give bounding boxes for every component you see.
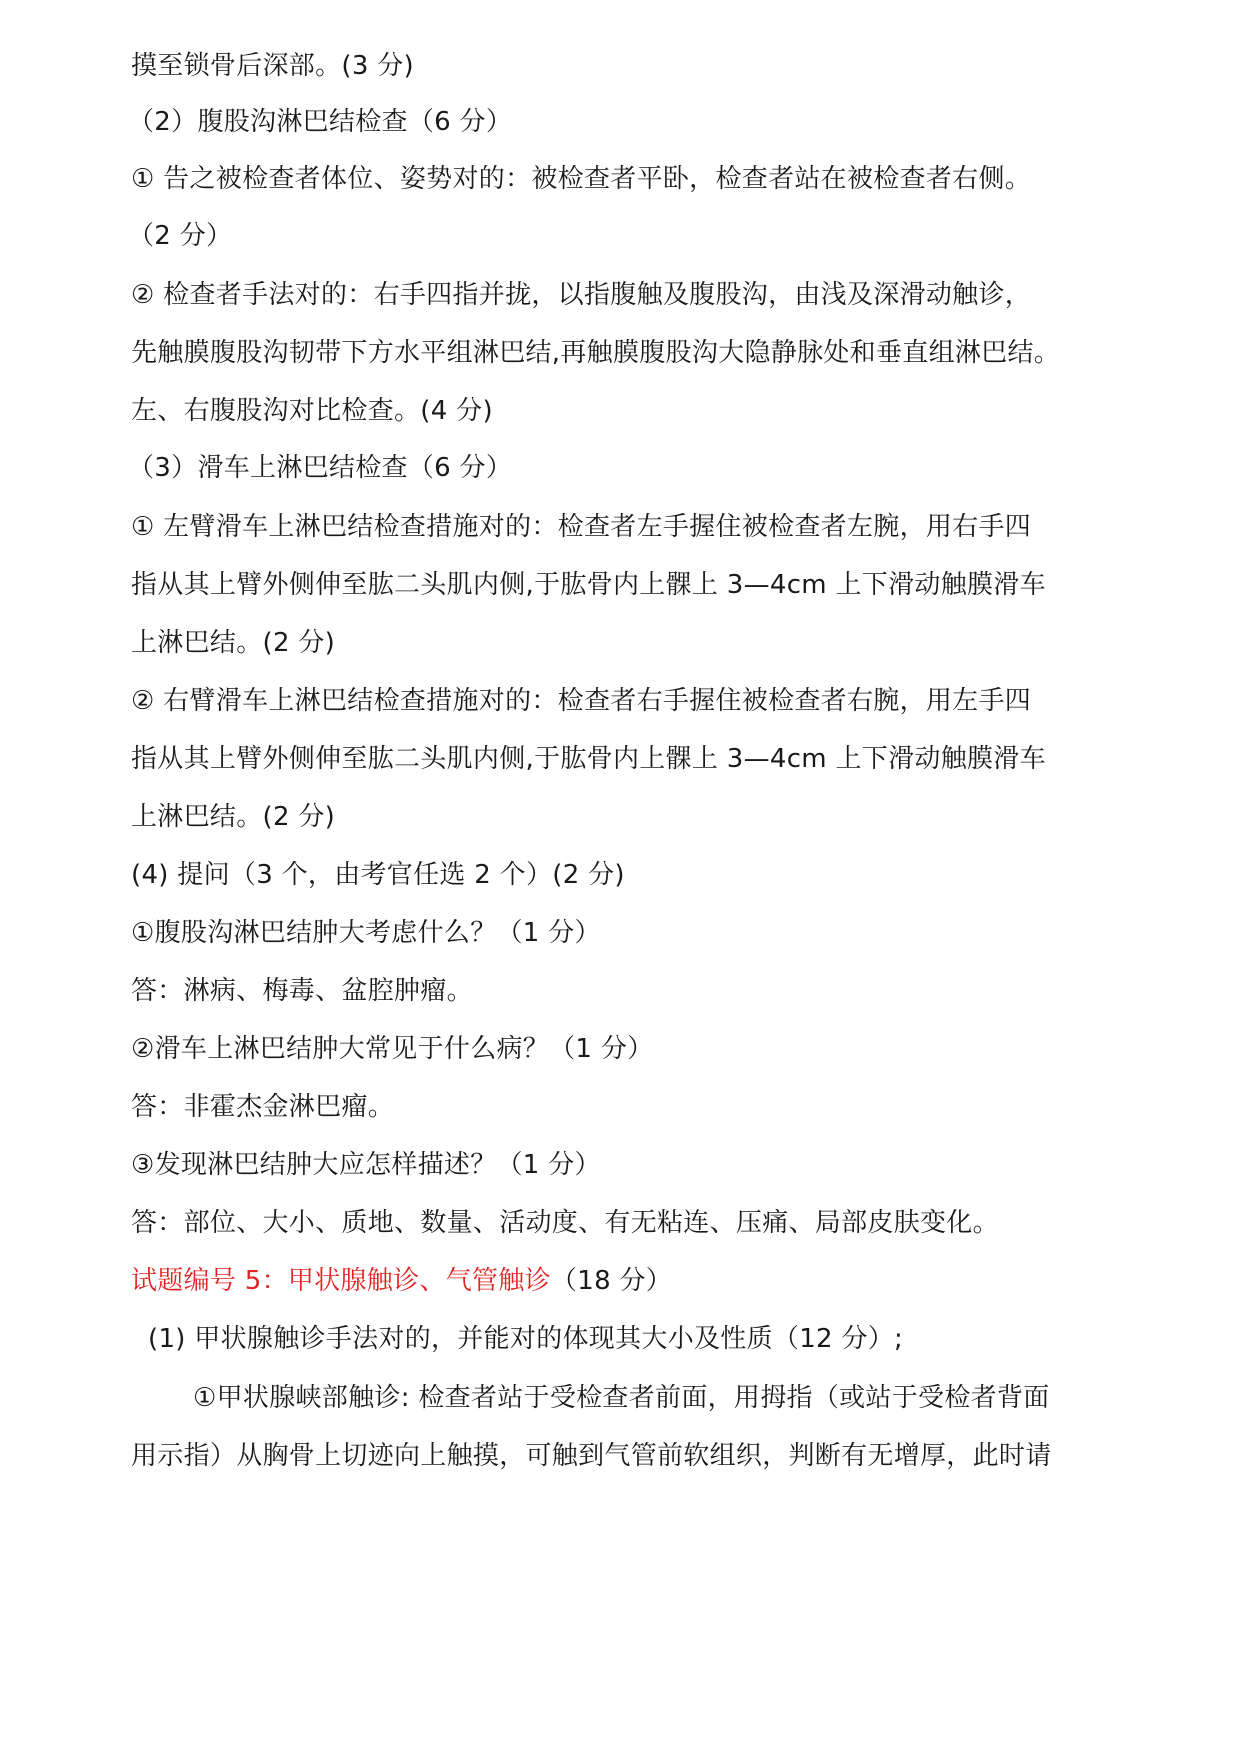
text-line: ① 告之被检查者体位、姿势对的：被检查者平卧，检查者站在被检查者右侧。 [131,164,1032,194]
question: ②滑车上淋巴结肿大常见于什么病？（1 分） [131,1034,654,1064]
text-line: ① 左臂滑车上淋巴结检查措施对的：检查者左手握住被检查者左腕，用右手四 [131,512,1032,542]
text-line: 上淋巴结。(2 分) [131,628,336,658]
text-line: 指从其上臂外侧伸至肱二头肌内侧,于肱骨内上髁上 3—4cm 上下滑动触膜滑车 [131,570,1046,600]
text-line: 先触膜腹股沟韧带下方水平组淋巴结,再触膜腹股沟大隐静脉处和垂直组淋巴结。 [131,338,1061,368]
answer: 答：部位、大小、质地、数量、活动度、有无粘连、压痛、局部皮肤变化。 [131,1208,999,1238]
text-line: 摸至锁骨后深部。(3 分) [131,51,414,81]
answer: 答：非霍杰金淋巴瘤。 [131,1092,395,1122]
question: ③发现淋巴结肿大应怎样描述？（1 分） [131,1150,601,1180]
question-heading-title: 试题编号 5：甲状腺触诊、气管触诊 [131,1266,551,1296]
text-line: 指从其上臂外侧伸至肱二头肌内侧,于肱骨内上髁上 3—4cm 上下滑动触膜滑车 [131,744,1046,774]
section-heading: (4) 提问（3 个，由考官任选 2 个）(2 分) [131,860,625,890]
section-heading: (1) 甲状腺触诊手法对的，并能对的体现其大小及性质（12 分）; [148,1324,904,1354]
question-heading-score: （18 分） [550,1266,673,1296]
section-heading: （3）滑车上淋巴结检查（6 分） [128,453,513,483]
section-heading: （2）腹股沟淋巴结检查（6 分） [128,107,513,137]
text-line: （2 分） [128,221,233,251]
text-line: 左、右腹股沟对比检查。(4 分) [131,396,493,426]
text-line: 用示指）从胸骨上切迹向上触摸，可触到气管前软组织，判断有无增厚，此时请 [131,1441,1052,1471]
text-line: ② 右臂滑车上淋巴结检查措施对的：检查者右手握住被检查者右腕，用左手四 [131,686,1032,716]
question: ①腹股沟淋巴结肿大考虑什么？（1 分） [131,918,601,948]
text-line: ② 检查者手法对的：右手四指并拢，以指腹触及腹股沟，由浅及深滑动触诊， [131,280,1032,310]
question-heading [131,1265,672,1297]
text-line: ①甲状腺峡部触诊: 检查者站于受检查者前面，用拇指（或站于受检者背面 [193,1383,1050,1413]
text-line: 上淋巴结。(2 分) [131,802,336,832]
answer: 答：淋病、梅毒、盆腔肿瘤。 [131,976,473,1006]
